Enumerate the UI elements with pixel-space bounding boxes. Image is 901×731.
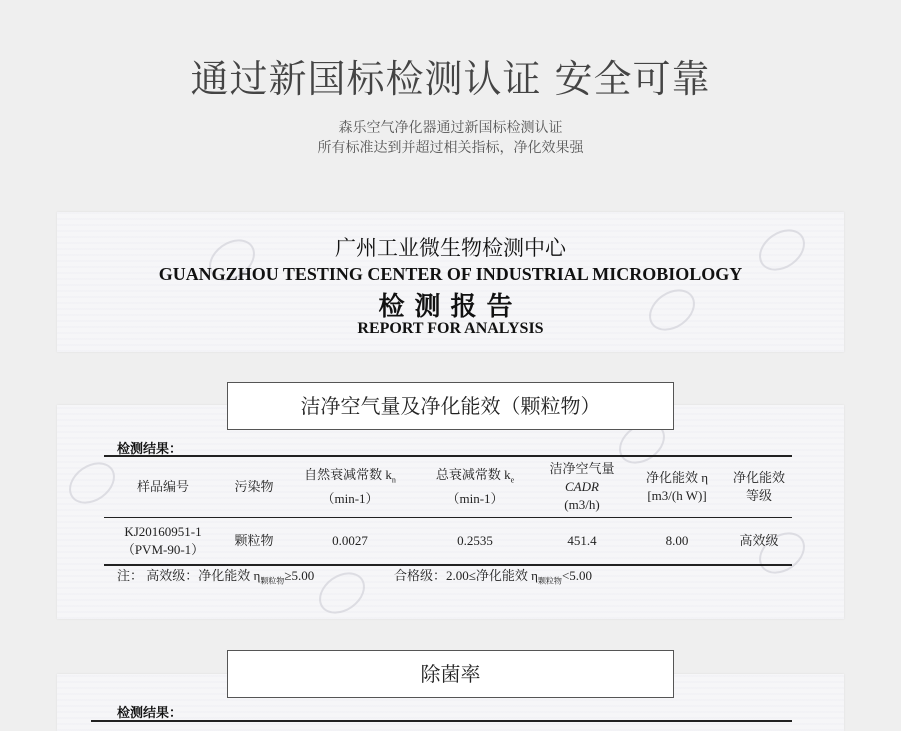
watermark-logo-icon: [311, 564, 373, 622]
table-top-rule: [91, 720, 792, 722]
subtitle-line-1: 森乐空气净化器通过新国标检测认证: [338, 120, 563, 136]
particulate-results-table: [104, 455, 792, 566]
result-label: 检测结果：: [117, 441, 183, 456]
subtitle-line-2: 所有标准达到并超过相关指标，净化效果强: [317, 140, 584, 156]
cell-sample-id: KJ20160951-1 （PVM-90-1）: [121, 524, 205, 557]
section-title-particulate: 洁净空气量及净化能效（颗粒物）: [227, 382, 674, 430]
cell-cadr: 451.4: [567, 533, 597, 548]
report-title-en: REPORT FOR ANALYSIS: [357, 320, 544, 337]
testing-center-name-en: GUANGZHOU TESTING CENTER OF INDUSTRIAL MICROBIOLOGY: [158, 264, 743, 284]
col-grade: 净化能效 等级: [732, 470, 785, 503]
col-pollutant: 污染物: [234, 479, 274, 494]
table-header-row: [104, 456, 792, 518]
table-row: [104, 518, 792, 566]
col-natural-decay: 自然衰减常数 $k_n$ （min-1）: [304, 467, 396, 506]
report-title-cn: 检测报告: [378, 292, 523, 321]
result-label: 检测结果：: [117, 705, 183, 720]
page-subtitle: [0, 118, 901, 158]
cell-kn: 0.0027: [332, 533, 368, 548]
col-total-decay: 总衰减常数 $k_e$ （min-1）: [435, 467, 515, 506]
particulate-results-scan: [57, 405, 844, 619]
report-header-scan: [57, 212, 844, 352]
note-high-grade: 注： 高效级：净化能效 $\eta_{颗粒物}\ge 5.00$: [117, 568, 315, 586]
col-cadr: 洁净空气量 CADR (m3/h): [549, 461, 615, 512]
testing-center-name-cn: 广州工业微生物检测中心: [335, 236, 566, 260]
cell-ke: 0.2535: [457, 533, 493, 548]
page-title: 通过新国标检测认证 安全可靠: [190, 57, 711, 101]
section-title-sterilization: 除菌率: [227, 650, 674, 698]
cell-grade: 高效级: [739, 533, 779, 548]
col-efficiency: 净化能效 η [m3/(h W)]: [645, 470, 709, 503]
col-sample-id: 样品编号: [136, 479, 189, 494]
cell-pollutant: 颗粒物: [234, 533, 274, 548]
note-pass-grade: 合格级：2.00≤净化能效 $\eta_{颗粒物}<5.00$: [394, 568, 593, 586]
cell-efficiency: 8.00: [665, 533, 689, 548]
